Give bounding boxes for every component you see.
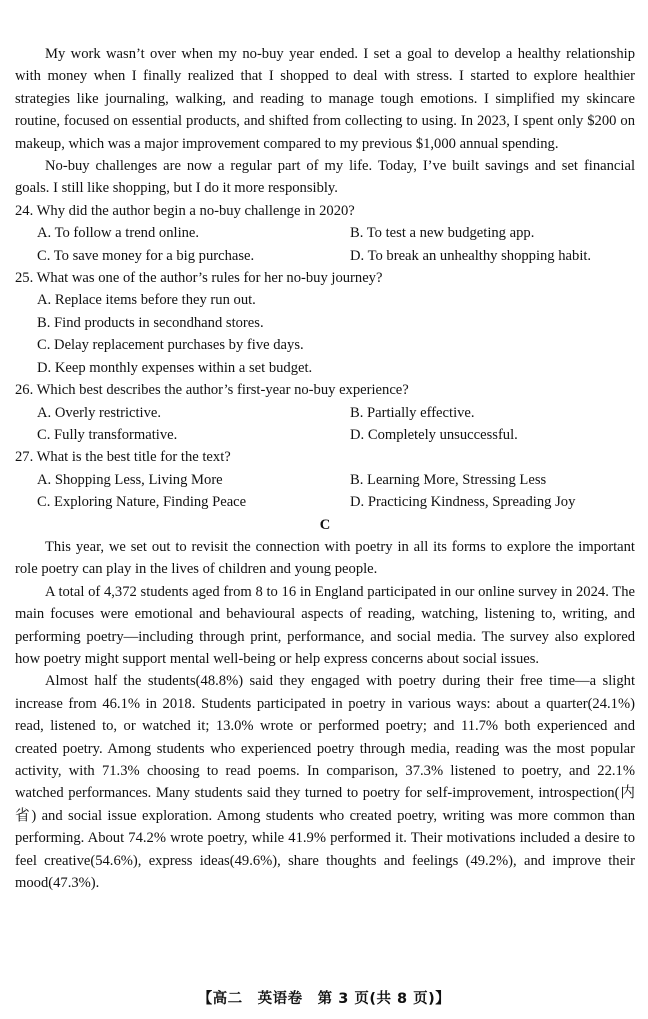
- option-b: B. Partially effective.: [350, 404, 475, 421]
- section-c-heading: C: [319, 516, 331, 533]
- question-stem: 25. What was one of the author’s rules for her no-buy journey?: [15, 270, 383, 287]
- option-c: C. To save money for a big purchase.: [37, 247, 255, 264]
- question-25: [15, 267, 635, 379]
- option-list: [15, 222, 635, 267]
- question-stem: 24. Why did the author begin a no-buy challenge in 2020?: [15, 202, 355, 219]
- option-a: A. Overly restrictive.: [37, 404, 162, 421]
- option-d: D. Keep monthly expenses within a set budget.: [37, 359, 313, 376]
- option-c: C. Fully transformative.: [37, 426, 178, 443]
- option-d: D. To break an unhealthy shopping habit.: [350, 247, 592, 264]
- passage-c-paragraph: This year, we set out to revisit the connection with poetry in all its forms to explore the important role poetry can play in the lives of children and young people.: [15, 538, 635, 578]
- option-b: B. Learning More, Stressing Less: [350, 471, 547, 488]
- option-list: [15, 469, 635, 514]
- passage-c-paragraph: A total of 4,372 students aged from 8 to 16 in England participated in our online survey in 2024. The main focuses were emotional and behavioural aspects of reading, watching, listening to, writing, and performing poetry—including through print, performance, and social media. The survey also explored how poetry might support mental well-being or help express concerns about social issues.: [15, 583, 635, 667]
- option-d: D. Completely unsuccessful.: [350, 426, 518, 443]
- question-26: [15, 379, 635, 446]
- question-24: [15, 200, 635, 267]
- question-stem: 26. Which best describes the author’s first-year no-buy experience?: [15, 382, 409, 399]
- option-d: D. Practicing Kindness, Spreading Joy: [350, 494, 576, 511]
- option-a: A. Replace items before they run out.: [37, 292, 256, 309]
- option-a: A. Shopping Less, Living More: [37, 471, 223, 488]
- page-footer: 【高二 英语卷 第 3 页(共 8 页)】: [197, 991, 451, 1007]
- option-a: A. To follow a trend online.: [37, 225, 200, 242]
- option-c: C. Exploring Nature, Finding Peace: [37, 494, 247, 511]
- question-27: [15, 446, 635, 513]
- passage-c-paragraph: Almost half the students(48.8%) said they engaged with poetry during their free time—a slight increase from 46.1% in 2018. Students participated in poetry in various ways: about a quarter(24.1%) read, listened to, or watched it; 13.0% wrote or performed poetry; and 11.7% both experienced and created poetry. Among students who experienced poetry through media, reading was the most popular activity, with 71.3% choosing to read poems. In comparison, 37.3% listened to poetry, and 22.1% watched performances. Many students said they turned to poetry for self-improvement, introspection(内省) and social issue exploration. Among students who created poetry, writing was more common than performing. About 74.2% wrote poetry, while 41.9% performed it. Their motivations included a desire to feel creative(54.6%), express ideas(49.6%), share thoughts and feelings (49.2%), and improve their mood(47.3%).: [15, 673, 635, 892]
- passage-b-paragraph: No-buy challenges are now a regular part of my life. Today, I’ve built savings and set financial goals. I still like shopping, but I do it more responsibly.: [15, 158, 635, 197]
- option-c: C. Delay replacement purchases by five days.: [37, 337, 304, 354]
- option-b: B. To test a new budgeting app.: [350, 225, 535, 242]
- option-list: [15, 289, 635, 379]
- passage-b-paragraph: My work wasn’t over when my no-buy year ended. I set a goal to develop a healthy relationship with money when I finally realized that I shopped to deal with stress. I started to explore healthier strategies like journaling, walking, and reading to manage tough emotions. I simplified my skincare routine, focused on essential products, and shifted from collecting to using. In 2023, I spent only $200 on makeup, which was a major improvement compared to my previous $1,000 annual spending.: [15, 46, 635, 152]
- option-b: B. Find products in secondhand stores.: [37, 314, 264, 331]
- option-list: [15, 402, 635, 447]
- question-stem: 27. What is the best title for the text?: [15, 449, 231, 466]
